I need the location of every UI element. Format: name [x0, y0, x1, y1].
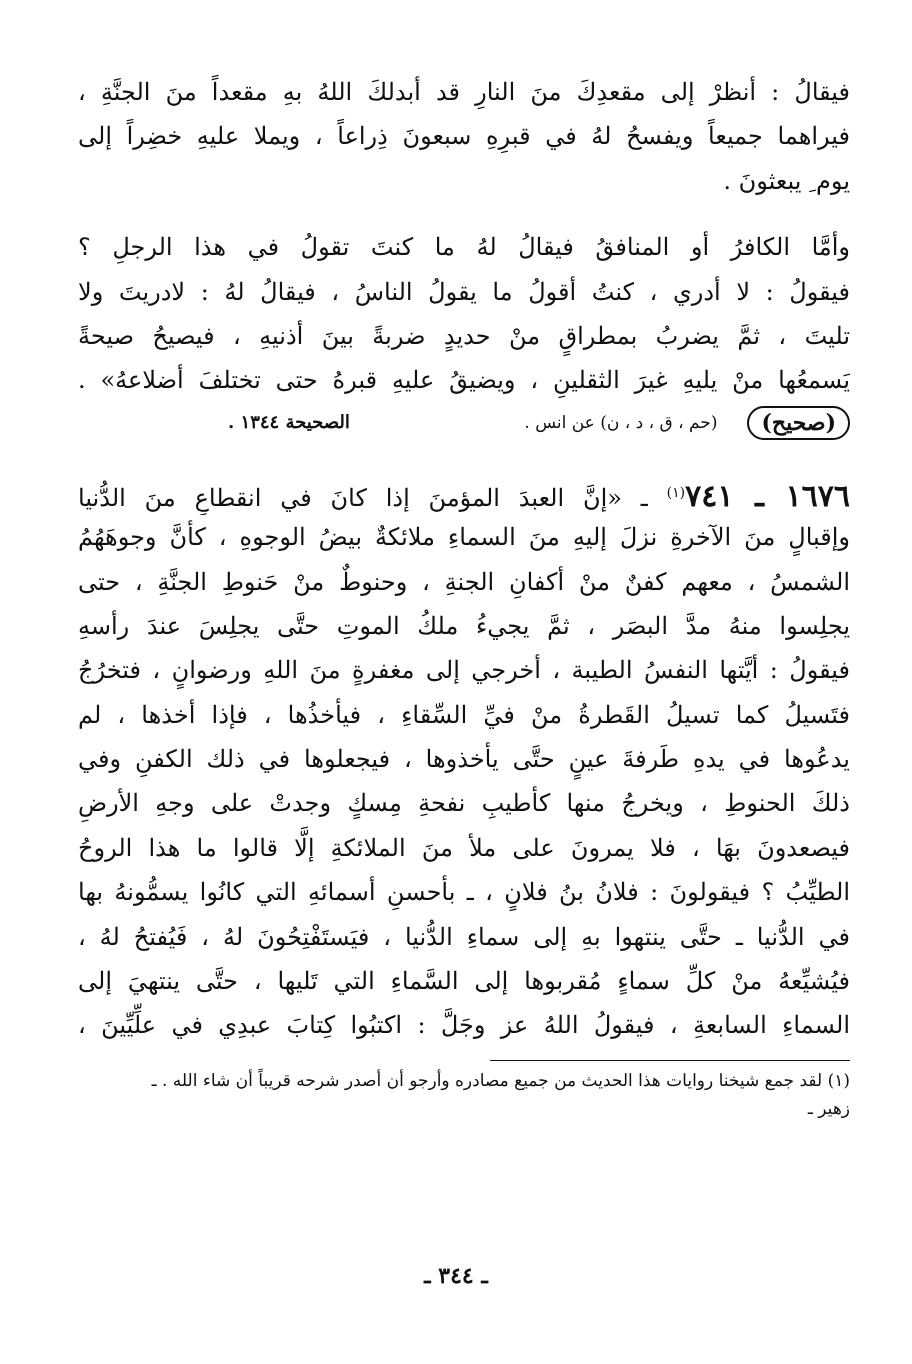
hadith-block: [78, 471, 850, 1048]
text-line: فتَسيلُ كما تسيلُ القَطرةُ منْ فيِّ السِّقاءِ ، فيأخذُها ، فإذا أخذها ، لم: [78, 700, 850, 729]
footnote-line: زهير ـ: [807, 1098, 850, 1119]
text-line: فيراهما جميعاً ويفسحُ لهُ في قبرِهِ سبعونَ ذِراعاً ، ويملا عليهِ خضِراً إلى: [78, 122, 850, 151]
text-line: فيقولُ : لا أدري ، كنتُ أقولُ ما يقولُ الناسُ ، فيقالُ لهُ : لادريتَ ولا: [78, 277, 850, 306]
hadith-grade-badge: (صحيح): [747, 406, 850, 440]
text-line: يوم ِ يبعثونَ .: [723, 166, 850, 195]
paragraph-1: [78, 70, 850, 203]
text-line: فيقولُ : أيَّتها النفسُ الطيبة ، أخرجي إلى مغفرةٍ منَ اللهِ ورضوانٍ ، فتخرُجُ: [78, 656, 850, 685]
text-line: يَسمعُها منْ يليهِ غيرَ الثقلينِ ، ويضيقُ عليهِ قبرهُ حتى تختلفَ أضلاعهُ» .: [78, 366, 850, 395]
footnote: [78, 1067, 850, 1123]
hadith-reference: الصحيحة ١٣٤٤ .: [228, 412, 350, 434]
citation-row: [78, 403, 850, 443]
text-line: وأمَّا الكافرُ أو المنافقُ فيقالُ لهُ ما كنتَ تقولُ في هذا الرجلِ ؟: [78, 233, 850, 262]
text-line: الشمسُ ، معهم كفنٌ منْ أكفانِ الجنةِ ، وحنوطٌ منْ حَنوطِ الجنَّةِ ، حتى: [78, 567, 850, 596]
text-line: الطيِّبُ ؟ فيقولونَ : فلانُ بنُ فلانٍ ، ـ بأحسنِ أسمائهِ التي كانُوا يسمُّونهُ بها: [78, 878, 850, 907]
paragraph-gap: [78, 443, 850, 471]
text-line: في الدُّنيا ـ حتَّى ينتهوا بهِ إلى سماءِ الدُّنيا ، فيَستَفْتِحُونَ لهُ ، فَيُفتحُ لهُ ،: [78, 922, 850, 951]
page-body: [78, 70, 850, 1123]
footnote-marker: (١): [666, 484, 686, 501]
text-line: تليتَ ، ثمَّ يضربُ بمطراقٍ منْ حديدٍ ضربةً بينَ أذنيهِ ، فيصيحُ صيحةً: [78, 321, 850, 350]
text-line: فيصعدونَ بهَا ، فلا يمرونَ على ملأ منَ الملائكةِ إلَّا قالوا ما هذا الروحُ: [78, 833, 850, 862]
text-line: يجلِسوا منهُ مدَّ البصَر ، ثمَّ يجيءُ ملكُ الموتِ حتَّى يجلِسَ عندَ رأسهِ: [78, 611, 850, 640]
text-line: يدعُوها في يدهِ طَرفةَ عينٍ حتَّى يأخذوها ، فيجعلوها في ذلك الكفنِ وفي: [78, 745, 850, 774]
text-line: فيُشيِّعهُ منْ كلِّ سماءٍ مُقربوها إلى السَّماءِ التي تَليها ، حتَّى ينتهيَ إلى: [78, 967, 850, 996]
hadith-number: ١٦٧٦ ـ ٧٤١: [685, 478, 850, 514]
footnote-divider: [490, 1060, 850, 1061]
hadith-first-line-text: ـ «إنَّ العبدَ المؤمنَ إذا كانَ في انقطاعٍ منَ الدُّنيا: [78, 483, 667, 512]
paragraph-2: [78, 225, 850, 403]
text-line: ذلكَ الحنوطِ ، ويخرجُ منها كأطيبِ نفحةِ مِسكٍ وجدتْ على وجهِ الأرضِ: [78, 789, 850, 818]
text-line: السماءِ السابعةِ ، فيقولُ اللهُ عز وجَلَّ : اكتبُوا كِتابَ عبدِي في علِّيِّينَ ،: [78, 1011, 850, 1040]
hadith-sources: (حم ، ق ، د ، ن) عن انس .: [524, 412, 718, 433]
paragraph-gap: [78, 203, 850, 225]
page-number: ـ ٣٤٤ ـ: [424, 1263, 488, 1289]
text-line: فيقالُ : أنظرْ إلى مقعدِكَ منَ النارِ قد أبدلكَ اللهُ بهِ مقعداً منَ الجنَّةِ ،: [78, 78, 850, 106]
hadith-first-line: [78, 471, 850, 515]
footnote-line: (١) لقد جمع شيخنا روايات هذا الحديث من جميع مصادره وأرجو أن أصدر شرحه قريباً أن شاء الله . ـ: [151, 1070, 850, 1091]
text-line: وإقبالٍ منَ الآخرةِ نزلَ إليهِ منَ السماءِ ملائكةٌ بيضُ الوجوهِ ، كأنَّ وجوهَهُمُ: [78, 523, 850, 552]
